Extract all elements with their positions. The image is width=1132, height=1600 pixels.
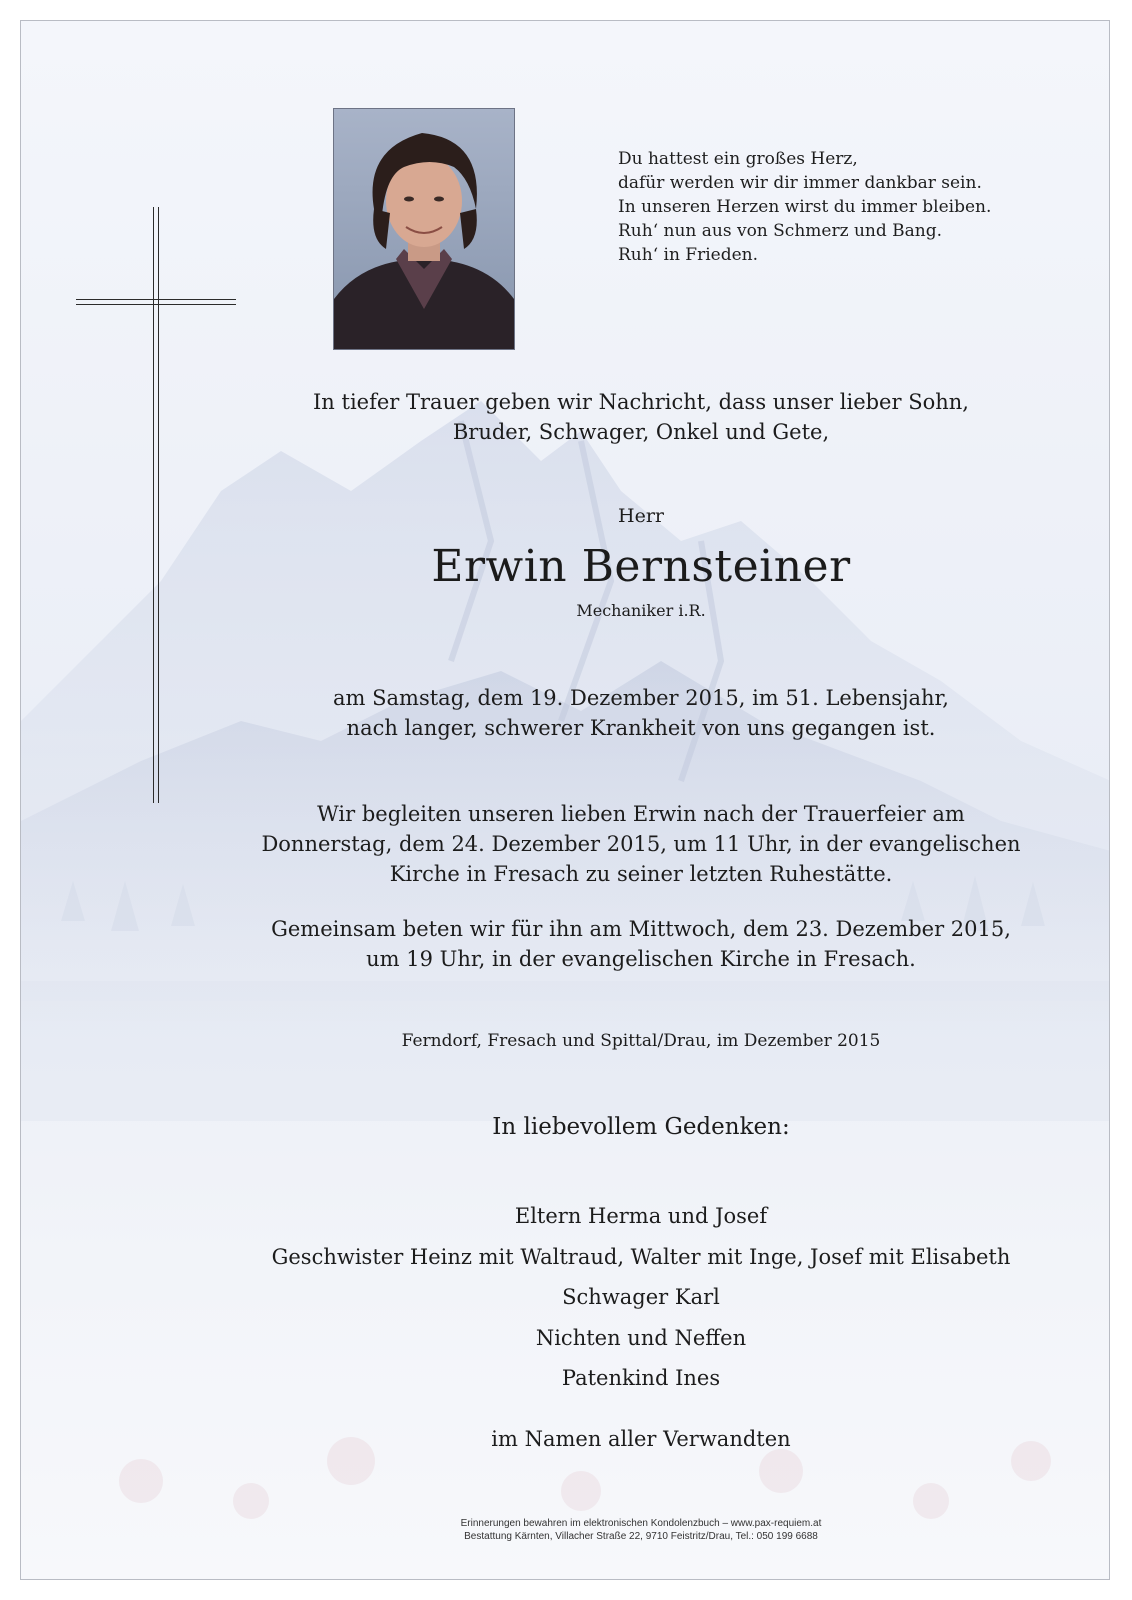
mourner-line: Schwager Karl xyxy=(562,1285,720,1309)
occupation: Mechaniker i.R. xyxy=(576,601,706,620)
poem-line: dafür werden wir dir immer dankbar sein. xyxy=(618,173,982,193)
footer-line-address: Bestattung Kärnten, Villacher Straße 22, 9710 Feistritz/Drau, Tel.: 050 199 6688 xyxy=(464,1531,818,1542)
footer-line-condolence: Erinnerungen bewahren im elektronischen Kondolenzbuch – www.pax-requiem.at xyxy=(460,1518,822,1529)
cross-vertical-beam xyxy=(153,207,159,803)
mourner-line: Patenkind Ines xyxy=(561,1366,721,1390)
passing-details xyxy=(221,683,1061,743)
prayer-line: Gemeinsam beten wir für ihn am Mittwoch, dem 23. Dezember 2015, xyxy=(271,917,1011,941)
funeral-line: Donnerstag, dem 24. Dezember 2015, um 11 Uhr, in der evangelischen xyxy=(261,832,1021,856)
funeral-details xyxy=(221,799,1061,889)
passing-line: nach langer, schwerer Krankheit von uns gegangen ist. xyxy=(346,716,936,740)
funeral-line: Wir begleiten unseren lieben Erwin nach der Trauerfeier am xyxy=(317,802,965,826)
place-and-date: Ferndorf, Fresach und Spittal/Drau, im Dezember 2015 xyxy=(401,1031,881,1051)
poem-line: Du hattest ein großes Herz, xyxy=(618,149,858,169)
salutation: Herr xyxy=(618,505,664,527)
mourner-line: Geschwister Heinz mit Waltraud, Walter mit Inge, Josef mit Elisabeth xyxy=(271,1244,1011,1269)
prayer-line: um 19 Uhr, in der evangelischen Kirche in Fresach. xyxy=(366,947,916,971)
poem-line: Ruh‘ nun aus von Schmerz und Bang. xyxy=(618,221,942,241)
footer xyxy=(221,1517,1061,1543)
announcement-intro xyxy=(221,387,1061,447)
mourners-list xyxy=(221,1196,1061,1399)
portrait-photo xyxy=(334,109,514,349)
poem-line: In unseren Herzen wirst du immer bleiben. xyxy=(618,197,992,217)
obituary-page xyxy=(20,20,1110,1580)
intro-line: In tiefer Trauer geben wir Nachricht, dass unser lieber Sohn, xyxy=(313,390,969,414)
deceased-name: Erwin Bernsteiner xyxy=(431,541,851,592)
mourner-line: Eltern Herma und Josef xyxy=(514,1204,768,1228)
prayer-details xyxy=(221,914,1061,974)
passing-line: am Samstag, dem 19. Dezember 2015, im 51. Lebensjahr, xyxy=(333,686,949,710)
memory-heading: In liebevollem Gedenken: xyxy=(492,1114,790,1140)
closing-line: im Namen aller Verwandten xyxy=(491,1427,791,1451)
funeral-line: Kirche in Fresach zu seiner letzten Ruhestätte. xyxy=(389,862,893,886)
cross-horizontal-beam xyxy=(76,299,236,305)
poem-line: Ruh‘ in Frieden. xyxy=(618,245,759,265)
poem xyxy=(618,147,1038,267)
mourner-line: Nichten und Neffen xyxy=(535,1325,747,1350)
intro-line: Bruder, Schwager, Onkel und Gete, xyxy=(452,420,830,444)
